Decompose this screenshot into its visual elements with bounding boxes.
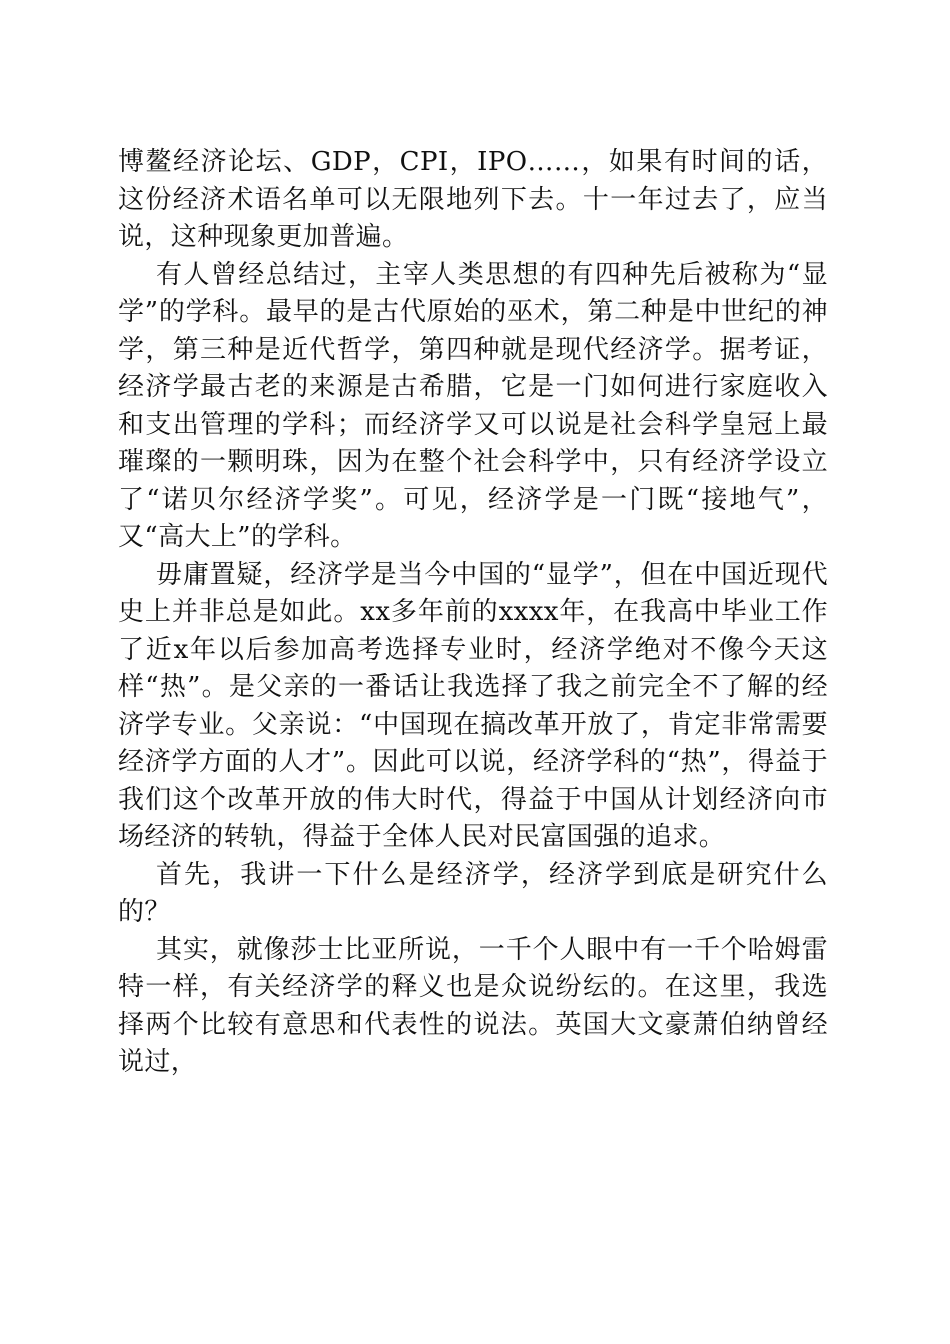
paragraph-1: 博鳌经济论坛、GDP，CPI，IPO……，如果有时间的话，这份经济术语名单可以无限地列下去。十一年过去了，应当说，这种现象更加普遍。 (118, 147, 828, 252)
paragraph-3: 毋庸置疑，经济学是当今中国的“显学”，但在中国近现代史上并非总是如此。xx多年前的xxxx年，在我高中毕业工作了近x年以后参加高考选择专业时，经济学绝对不像今天这样“热”。是父亲的一番话让我选择了我之前完全不了解的经济学专业。父亲说：“中国现在搞改革开放了，肯定非常需要经济学方面的人才”。因此可以说，经济学科的“热”，得益于我们这个改革开放的伟大时代，得益于中国从计划经济向市场经济的转轨，得益于全体人民对民富国强的追求。 (118, 559, 828, 852)
paragraph-5: 其实，就像莎士比亚所说，一千个人眼中有一千个哈姆雷特一样，有关经济学的释义也是众说纷纭的。在这里，我选择两个比较有意思和代表性的说法。英国大文豪萧伯纳曾经说过， (118, 934, 828, 1077)
document-body (118, 144, 828, 1082)
paragraph-2: 有人曾经总结过，主宰人类思想的有四种先后被称为“显学”的学科。最早的是古代原始的巫术，第二种是中世纪的神学，第三种是近代哲学，第四种就是现代经济学。据考证，经济学最古老的来源是古希腊，它是一门如何进行家庭收入和支出管理的学科；而经济学又可以说是社会科学皇冠上最璀璨的一颗明珠，因为在整个社会科学中，只有经济学设立了“诺贝尔经济学奖”。可见，经济学是一门既“接地气”，又“高大上”的学科。 (118, 259, 828, 552)
paragraph-4: 首先，我讲一下什么是经济学，经济学到底是研究什么的？ (118, 859, 828, 927)
